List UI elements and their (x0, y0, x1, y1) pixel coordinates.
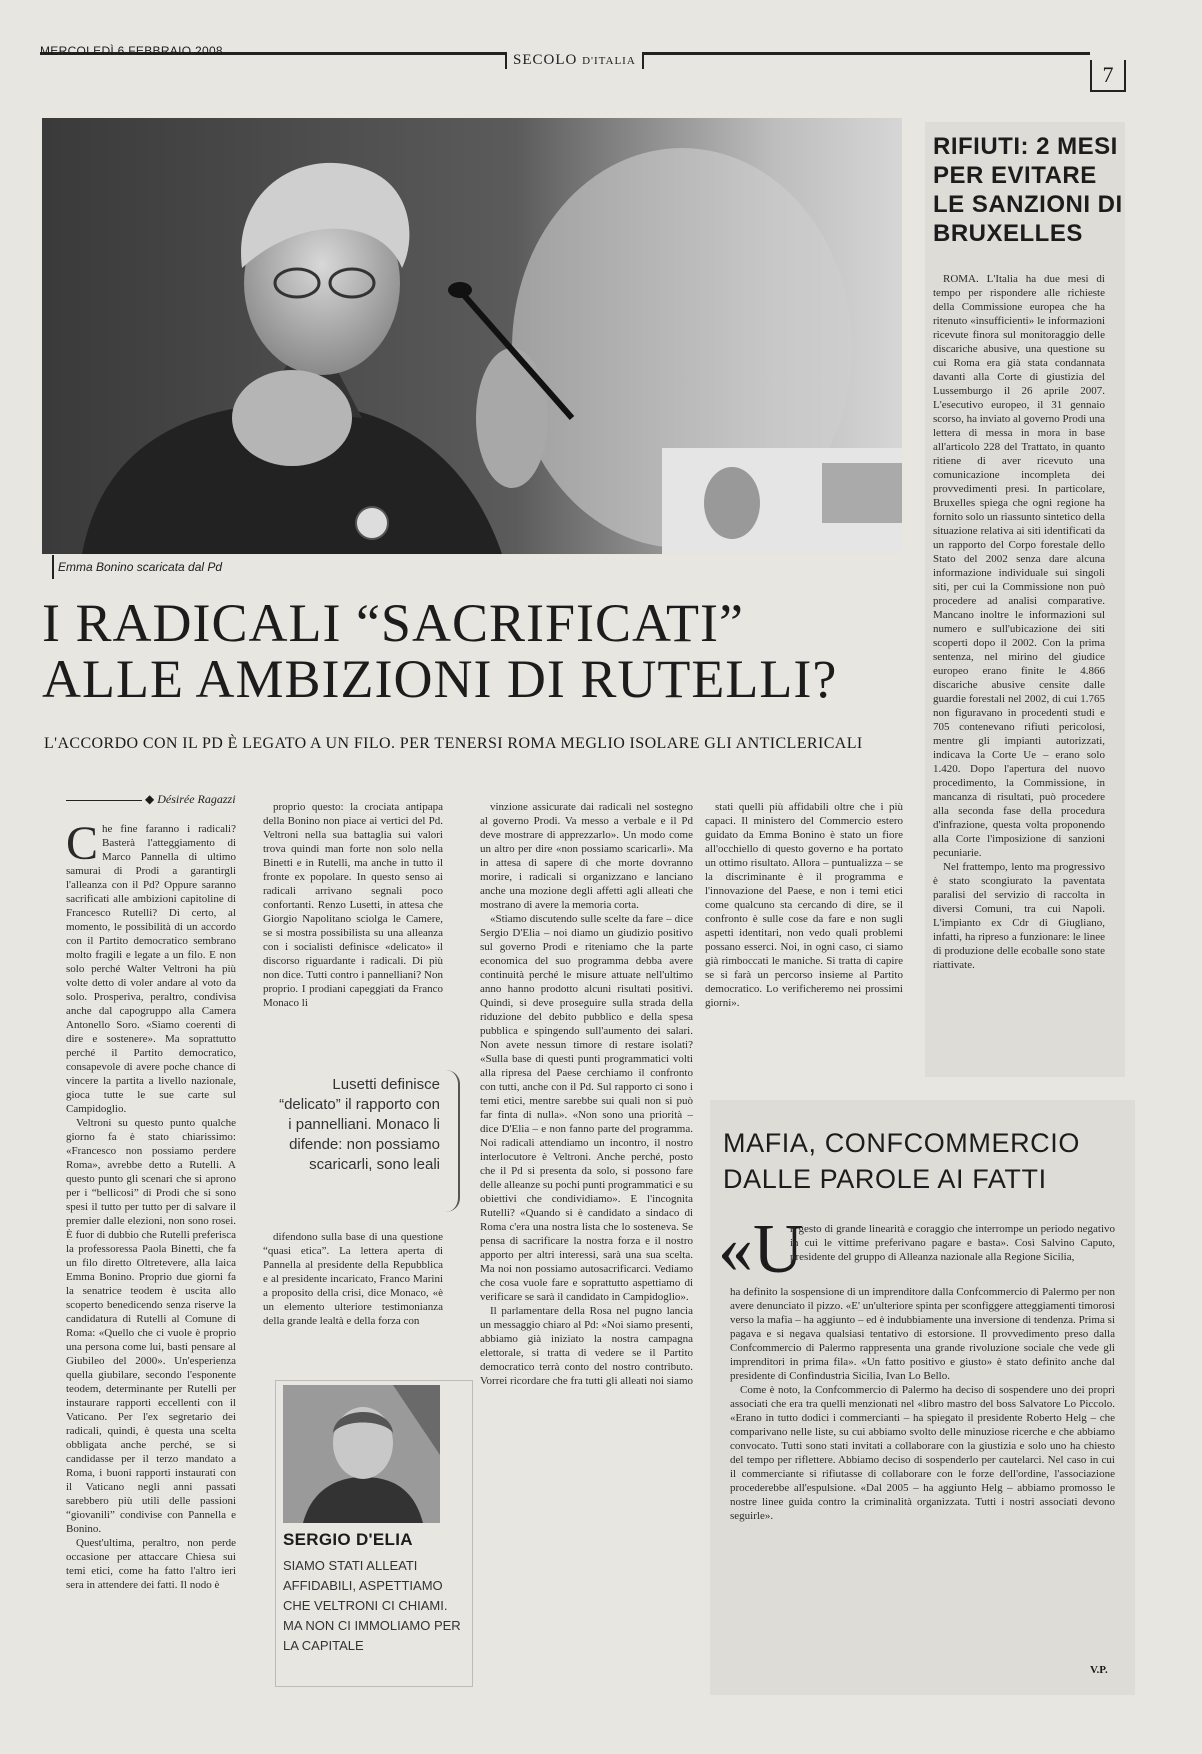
pull-quote-brace (442, 1070, 460, 1212)
article-column-3 (480, 800, 693, 1732)
author-name: Désirée Ragazzi (157, 792, 236, 806)
newspaper-name (505, 52, 644, 69)
article-headline (42, 595, 922, 707)
article-column-2 (263, 800, 443, 1050)
mafia-paragraph: ha definito la sospensione di un imprenditore dalla Confcommercio di Palermo per non avere denunciato il pizzo. «E' un'ulteriore spinta per sconfiggere atteggiamenti timorosi verso la mafia – ha aggiunto – ed è indubbiamente una inversione di tendenza. Prima si pagava e si negava qualsiasi tentativo di estorsione. Il provvedimento preso dalla Confcommercio di Palermo rappresenta una grande rivoluzione sociale che vede gli imprenditori in prima fila». «Un fatto positivo e giusto» è stato definito anche dal presidente di Confindustria Sicilia, Ivan Lo Bello. (730, 1286, 1115, 1382)
article-paragraph: Il parlamentare della Rosa nel pugno lancia un messaggio chiaro al Pd: «Noi siamo presenti, abbiamo già iniziato la nostra campagna elettorale, si tratta di vedere se il Partito democratico terrà conto del nostro contributo. Vorrei ricordare che fra tutti gli alleati noi siamo (480, 1305, 693, 1387)
mafia-article (730, 1285, 1115, 1685)
article-paragraph: difendono sulla base di una questione “quasi etica”. La lettera aperta di Pannella al presidente della Repubblica e al presidente incaricato, Franco Marini a proposito della crisi, dice Monaco, «è un elemento ulteriore testimonianza della grande lealtà e della forza con (263, 1231, 443, 1327)
mafia-headline-line-2: DALLE PAROLE AI FATTI (723, 1164, 1047, 1194)
mafia-headline-line-1: MAFIA, CONFCOMMERCIO (723, 1128, 1080, 1158)
interview-box (283, 1530, 468, 1656)
article-paragraph: Quest'ultima, peraltro, non perde occasione per attaccare Chiesa sui temi etici, come ha fatto l'altro ieri sera in attendere dei fatti. Il nodo è (66, 1537, 236, 1591)
issue-date: MERCOLEDÌ 6 FEBBRAIO 2008 (40, 44, 223, 58)
newspaper-name-small: D'ITALIA (582, 55, 636, 67)
mafia-signature: V.P. (1090, 1664, 1108, 1676)
mafia-article-intro (790, 1222, 1115, 1282)
article-paragraph: stati quelli più affidabili oltre che i più capaci. Il ministero del Commercio estero guidato da Emma Bonino è stato un fiore all'occhiello di questo governo e ha portato un ottimo risultato. Allora – puntualizza – se la discriminante è il programma e l'innovazione del Paese, e non i temi etici come qualcuno sta cercando di dire, se il confronto è sulle cose da fare e non sugli aspetti identitari, non vedo quali problemi possano esserci. Noi, in ogni caso, ci siamo già rimboccati le maniche. Si tratta di capire se si farà un percorso insieme al Partito democratico. Lo verificheremo nei prossimi giorni». (705, 801, 903, 1009)
mafia-drop-cap: «U (718, 1211, 804, 1288)
photo-sergio-delia (283, 1385, 440, 1523)
sidebar-article (933, 272, 1105, 1072)
article-paragraph: Che fine faranno i radicali? Basterà l'atteggiamento di Marco Pannella di ultimo samurai di Prodi a garantirgli l'alleanza con il Pd? Oppure saranno sacrificati alle ambizioni capitoline di Francesco Rutelli? Di certo, al momento, le possibilità di un accordo con il Partito democratico sembrano molto fragili e legate a un filo. E non solo perché Walter Veltroni ha più volte detto di voler andare al voto da solo. Prosperiva, peraltro, condivisa anche dal capogruppo alla Camera Antonello Soro. «Siamo coerenti di dire e sostenere». Ma soprattutto perché il Partito democratico, consapevole di avere poche chance di vincere la partita a livello nazionale, gioca tutte le sue carte sul Campidoglio. (66, 822, 236, 1115)
article-column-4 (705, 800, 903, 1070)
interviewee-name: SERGIO D'ELIA (283, 1530, 413, 1549)
photo-caption: Emma Bonino scaricata dal Pd (58, 560, 223, 574)
headline-line-2: ALLE AMBIZIONI DI RUTELLI? (42, 649, 838, 709)
sidebar-headline: RIFIUTI: 2 MESI PER EVITARE LE SANZIONI DI BRUXELLES (933, 133, 1123, 247)
mafia-paragraph: n gesto di grande linearità e coraggio che interrompe un periodo negativo in cui le vittime preferivano pagare e basta». Così Salvino Caputo, presidente del gruppo di Alleanza nazionale alla Regione Sicilia, (790, 1223, 1115, 1263)
sidebar-paragraph: ROMA. L'Italia ha due mesi di tempo per rispondere alle richieste della Commissione europea che ha ritenuto «insufficienti» le informazioni ricevute finora sul monitoraggio delle discariche abusive, una questione su cui Roma era già stata condannata davanti alla Corte di giustizia del Lussemburgo il 26 aprile 2007. L'esecutivo europeo, il 31 gennaio scorso, ha inviato al governo Prodi una lettera di messa in mora in base all'articolo 228 del Trattato, in quanto ritiene di aver ricevuto una comunicazione incompleta dei provvedimenti presi. In particolare, Bruxelles spiega che ogni regione ha fornito solo un riassunto sintetico della situazione relativa ai siti identificati da un rapporto del Corpo forestale dello Stato del 2002 senza dare alcuna informazione individuale sui singoli siti, per cui la Commissione non può procedere ad analisi comparative. Mancano inoltre le informazioni sul numero e sull'ubicazione dei siti scoperti dopo il 2002. Con la prima sentenza, nel mirino del giudice europeo erano finite le 4.866 discariche abusive censite dalle guardie forestali nel 2002, di cui 1.765 non figuravano in procedenti studi e 705 contenevano rifiuti pericolosi, mentre gli impianti autorizzati, indicava la Corte Ue – erano solo 1.420. Dopo l'apertura del nuovo procedimento, la Commissione, in mancanza di risultati, può procedere alla seconda fase della procedura d'infrazione, questa volta proponendo alla Corte l'imposizione di sanzioni pecuniarie. (933, 273, 1105, 859)
interviewee-quote: SIAMO STATI ALLEATI AFFIDABILI, ASPETTIAMO CHE VELTRONI CI CHIAMI. MA NON CI IMMOLIAMO PER LA CAPITALE (283, 1558, 461, 1653)
byline: ◆ Désirée Ragazzi (145, 792, 236, 806)
article-column-1 (66, 822, 236, 1732)
article-paragraph: Veltroni su questo punto qualche giorno fa è stato chiarissimo: «Francesco non possiamo perdere Roma», avrebbe detto a Rutelli. A questo punto gli scenari che si aprono per i “bellicosi” di Prodi che si sono spesi il tutto per tutto per di salvare il premier dalle elezioni, non sono rosei. È fuor di dubbio che Rutelli preferisca la professoressa Paola Binetti, che fa un filo diretto Oltretevere, alla laica Emma Bonino. Proprio due giorni fa la senatrice teodem è uscita allo scoperto benedicendo senza riserve la candidatura di Rutelli al Comune di Roma: «Quello che ci vuole è proprio una persona come lui, basti pensare al Giubileo del 2000». Un'esperienza quella giubilare, secondo l'esponente teodem, determinante per Rutelli per instaurare rapporti eccellenti con il Vaticano. Per l'ex segretario dei radicali, quindi, è questa una scelta obbligata anche perché, se si candidasse per il terzo mandato a Roma, i buoni rapporti instaurati con il Vaticano negli anni passati sarebbero più utili delle passioni “giovanili” condivise con Pannella e Bonino. (66, 1117, 236, 1535)
main-photo (42, 118, 902, 554)
article-subhead: L'ACCORDO CON IL PD È LEGATO A UN FILO. PER TENERSI ROMA MEGLIO ISOLARE GLI ANTICLERICALI (44, 735, 863, 752)
sergio-delia-photo (283, 1385, 440, 1523)
mafia-paragraph: Come è noto, la Confcommercio di Palermo ha deciso di sospendere uno dei propri associati che era tra quelli menzionati nel «libro mastro del boss Salvatore Lo Piccolo. «Erano in tutto dodici i commercianti – ha spiegato il presidente Roberto Helg – che comparivano nelle liste, su cui abbiamo svolto delle minuziose ricerche e che abbiamo convocato. Tutti sono stati invitati a collaborare con la giustizia e solo uno ha chiesto del tempo per riflettere. Abbiamo deciso di sospenderlo per cautelarci. Nel caso in cui il commerciante si rifiutasse di collaborare con le forze dell'ordine, l'associazione procederebbe all'espulsione. «Dal 2005 – ha aggiunto Helg – abbiamo promosso le nostre linee guida contro la criminalità organizzata. Tutti i nostri associati devono seguirle». (730, 1384, 1115, 1522)
newspaper-name-main: SECOLO (513, 52, 578, 68)
drop-cap: C (66, 822, 99, 870)
sidebar-paragraph: Nel frattempo, lento ma progressivo è stato scongiurato la paventata paralisi del servizio di raccolta in diversi Comuni, tra cui Napoli. L'impianto ex Cdr di Giugliano, infatti, ha ripreso a funzionare: le linee di produzione delle ecoballe sono state riattivate. (933, 861, 1105, 971)
article-column-2-continued (263, 1230, 443, 1355)
byline-rule (66, 800, 142, 801)
article-paragraph: «Stiamo discutendo sulle scelte da fare – dice Sergio D'Elia – noi diamo un giudizio positivo sul governo Prodi e riteniamo che la parte economica del suo programma debba avere continuità perché le misure attuate nell'ultimo anno hanno prodotto alcuni risultati positivi. Quindi, si deve proseguire sulla strada della riduzione del debito pubblico e della spesa pubblica e spingendo sull'aumento dei salari. Non avete nessun timore di restare isolati? «Sulla base di questi punti programmatici volti alla ripresa del Paese cerchiamo il confronto con tutti, anche con il Pd. Sul rapporto ci sono i temi etici, mentre sarebbe sui quali non si può far finta di nulla». «Non sono una priorità – dice D'Elia – e non fanno parte del programma. Noi radicali attendiamo un incontro, il nostro interlocutore è Veltroni. Anche perché, posto che il Pd si presenta da solo, si possono fare delle alleanze su pochi punti programmatici e su obiettivi che condividiamo». E l'incognita Rutelli? «Quando si è candidato a sindaco di Roma c'era una nostra lista che lo sosteneva. Se pensa di sacrificare la nostra forza e il nostro apporto per altri interessi, sarà una sua scelta. Ma noi non possiamo autosacrificarci. Vediamo che cosa vuole fare e soprattutto aspettiamo di verificare se sarà il candidato in Campidoglio». (480, 913, 693, 1303)
mafia-headline (723, 1125, 1123, 1197)
caption-rule (52, 555, 54, 579)
pull-quote: Lusetti definisce “delicato” il rapporto con i pannelliani. Monaco li difende: non possiamo scaricarli, sono leali (279, 1076, 440, 1173)
photo-emma-bonino (42, 118, 902, 554)
article-paragraph: vinzione assicurate dai radicali nel sostegno al governo Prodi. Va messo a verbale e il Pd deve mostrare di apprezzarlo». Un modo come un altro per dire «non possiamo scaricarli». Ma in attesa di sapere di che morte dovranno morire, i radicali si organizzano e lanciano anche una mozione degli affetti agli alleati che mostrano di avere la memoria corta. (480, 801, 693, 911)
article-paragraph: proprio questo: la crociata antipapa della Bonino non piace ai vertici del Pd. Veltroni nella sua battaglia sui valori trova quindi man forte non solo nella Binetti e in Rutelli, ma anche in tutto il fronte ex popolare. In questo senso ai radicali arrivano segnali poco confortanti. Renzo Lusetti, in attesa che Giorgio Napolitano sciolga le Camere, se si mostra possibilista su una alleanza con i socialisti definisce «delicato» il discorso riguardante i radicali. Di più non dice. Tutti contro i pannelliani? Non proprio. I prodiani capeggiati da Franco Monaco li (263, 801, 443, 1009)
page-number: 7 (1090, 60, 1126, 92)
headline-line-1: I RADICALI “SACRIFICATI” (42, 593, 744, 653)
